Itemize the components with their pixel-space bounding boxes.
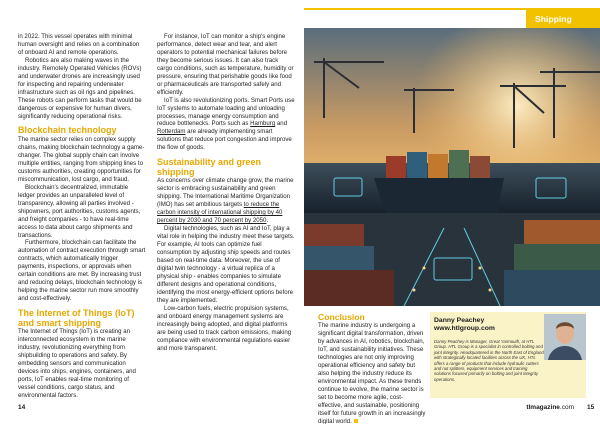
smart-port-image [304, 28, 600, 306]
paragraph: As concerns over climate change grow, the marine sector is embracing sustainability and green shipping. The International Maritime Organization (IMO) has set ambitious targets to reduce the carbon intensity of international shipping by 40 percent by 2030 and 70 percent by 2050. [157, 177, 294, 225]
paragraph: The marine sector relies on complex supply chains, making blockchain technology a game-changer. The global supply chain can involve multiple entities, ranging from shipping lines to customs authorities, creating opportunities for miscommunication, lost cargo, and fraud. [18, 136, 145, 183]
paragraph: The Internet of Things (IoT) is creating an interconnected ecosystem in the marine industry, revolutionizing everything from shipbuilding to operations and safety. By embedding sensors and communication devices into ships, engines, containers, and ports, IoT enables real-time monitoring of vessel conditions, cargo status, and environmental factors. [18, 328, 136, 399]
author-photo [544, 314, 586, 360]
author-name: Danny Peachey [434, 317, 485, 324]
link-imo-targets[interactable]: to reduce the carbon intensity of international shipping by 40 percent by 2030 and 70 percent by 2050 [157, 201, 283, 225]
link-hamburg[interactable]: Hamburg [250, 120, 276, 128]
paragraph: Digital technologies, such as AI and IoT, play a vital role in helping the industry meet these targets. For example, AI tools can optimize fuel consumption by adjusting ship speeds and routes based on real-time data. Moreover, the use of digital twin technology - a virtual replica of a physical ship - enables companies to simulate different designs and operational conditions, identifying the most energy-efficient options before they are implemented. [157, 225, 295, 304]
paragraph: IoT is also revolutionizing ports. Smart Ports use IoT systems to automate loading and unloading processes, manage energy consumption and reduce bottlenecks. Ports such as Hamburg and Rotterdam are already implementing smart solutions that reduce port congestion and improve the flow of goods. [157, 96, 295, 152]
author-website[interactable]: www.htlgroup.com [434, 325, 495, 332]
left-column-2 [157, 33, 295, 352]
heading-sustainability: Sustainability and green shipping [157, 157, 262, 177]
page-number-right: 15 [587, 404, 595, 411]
footer-website[interactable]: tlmagazine.com [526, 404, 574, 411]
left-column-1 [18, 33, 146, 400]
page-number-left: 14 [18, 404, 26, 411]
port-illustration [304, 28, 600, 306]
heading-iot: The Internet of Things (IoT) and smart shipping [18, 308, 135, 328]
heading-conclusion: Conclusion [318, 312, 365, 322]
end-mark-icon [354, 419, 358, 423]
paragraph: Robotics are also making waves in the industry. Remotely Operated Vehicles (ROVs) and underwater drones are increasingly used for inspecting and repairing underwater infrastructure such as oil rigs and pipelines. These robots can perform tasks that would be dangerous or expensive for human divers, significantly reducing operational risks. [18, 56, 142, 120]
conclusion-section [318, 313, 426, 424]
paragraph: Furthermore, blockchain can facilitate the automation of contract execution through smart contracts, which automatically trigger payments, inspections, or approvals when certain conditions are met. By increasing trust and reducing delays, blockchain technology is helping the marine sector run more smoothly and cost-effectively. [18, 239, 146, 303]
author-bio: Danny Peachey is Manager, Great Yarmouth, at HTL Group. HTL Group is a specialist in controlled bolting and joint integrity. Headquartered in the North East of England with strategically located facilities across the UK, HTL offers a range of products that include hydraulic cutters and nut splitters, equipment services and training solutions focused primarily on bolting and joint integrity operations. [434, 339, 544, 382]
paragraph: Blockchain's decentralized, immutable ledger provides an unparalleled level of transparency, allowing all parties involved - shipowners, port authorities, customs agents, and freight companies - to have real-time access to data about cargo shipments and transactions. [18, 183, 141, 239]
link-rotterdam[interactable]: Rotterdam [157, 128, 186, 136]
avatar-icon [544, 314, 586, 360]
paragraph: Low-carbon fuels, electric propulsion systems, and onboard energy management systems are increasingly being adopted, and digital platforms are being used to track carbon emissions, making compliance with environmental regulations easier and more transparent. [157, 304, 292, 352]
paragraph: in 2022. This vessel operates with minimal human oversight and relies on a combination of onboard AI and remote operations. [18, 33, 140, 56]
conclusion-text: The marine industry is undergoing a significant digital transformation, driven by advances in AI, robotics, blockchain, IoT, and sustainability initiatives. These technologies are not only improving operational efficiency and safety but also helping the industry reduce its environmental impact. As these trends continue to evolve, the marine sector is set to become more agile, cost-effective, and sustainable, positioning itself for future growth in an increasingly digital world. [318, 322, 426, 424]
heading-blockchain: Blockchain technology [18, 125, 117, 136]
paragraph: For instance, IoT can monitor a ship's engine performance, detect wear and tear, and alert operators to potential mechanical failures before they become serious issues. It can also track cargo conditions, such as temperature, humidity or pressure, ensuring that perishable goods like food or pharmaceuticals are transported safely and efficiently. [157, 33, 294, 96]
section-label: Shipping [526, 10, 600, 28]
